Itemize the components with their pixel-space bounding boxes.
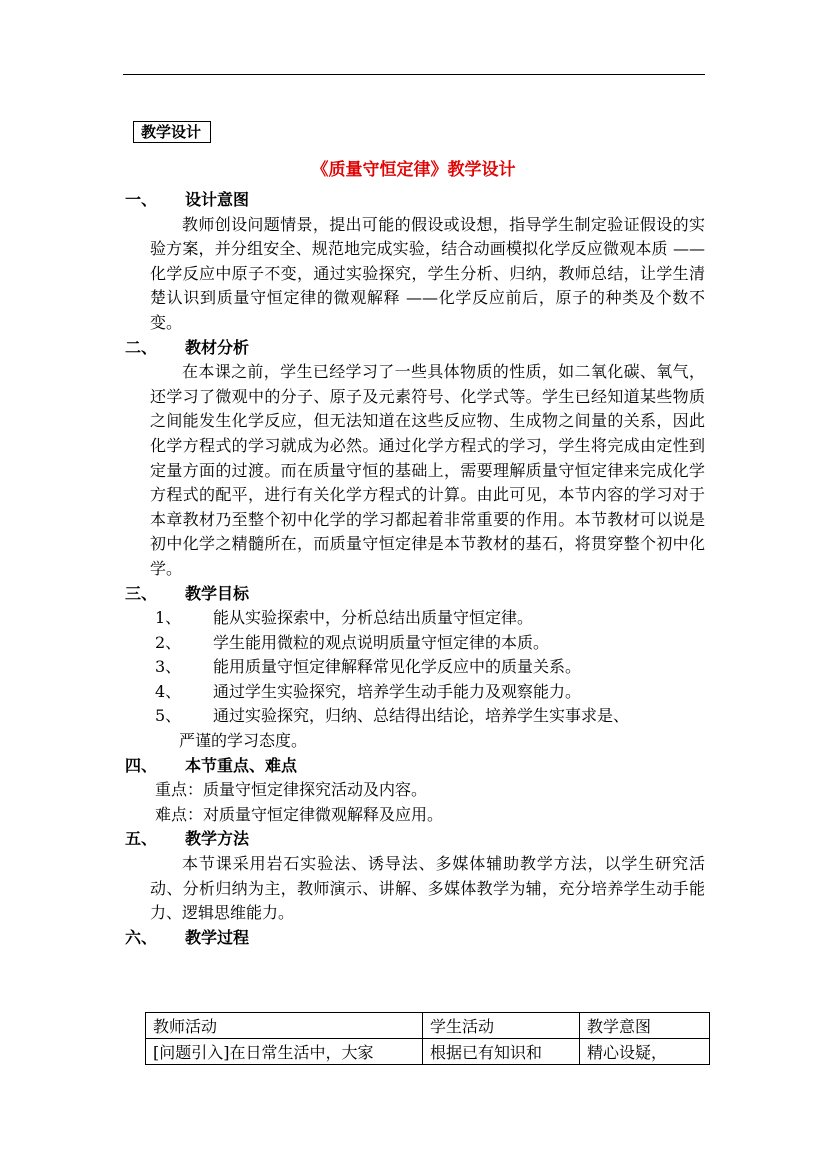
section-title: 教学方法 xyxy=(185,829,250,849)
goal-number: 3、 xyxy=(155,657,182,677)
goal-text: 能从实验探索中，分析总结出质量守恒定律。 xyxy=(213,608,534,628)
section-heading-2 xyxy=(125,336,705,361)
document-body xyxy=(125,188,705,950)
teaching-process-table xyxy=(145,1012,710,1065)
section-heading-4 xyxy=(125,754,705,779)
design-intent-paragraph xyxy=(150,213,705,336)
page-header-rule xyxy=(123,74,705,75)
doc-tag: 教学设计 xyxy=(133,121,211,143)
goal-number: 5、 xyxy=(155,706,182,726)
goal-item xyxy=(155,631,705,656)
difficult-point: 难点：对质量守恒定律微观解释及应用。 xyxy=(155,804,444,824)
goal-text: 通过实验探究，归纳、总结得出结论，培养学生实事求是、 xyxy=(213,706,630,726)
section-title: 教学目标 xyxy=(185,583,250,603)
table-cell: 精心设疑， xyxy=(580,1039,710,1065)
section-heading-6 xyxy=(125,926,705,951)
goal-text: 能用质量守恒定律解释常见化学反应中的质量关系。 xyxy=(213,657,582,677)
section-title: 设计意图 xyxy=(185,190,250,209)
table-header-cell: 教学意图 xyxy=(580,1013,710,1039)
goal-continuation: 严谨的学习态度。 xyxy=(179,731,308,751)
paragraph-text: 在本课之前，学生已经学习了一些具体物质的性质，如二氧化碳、氧气，还学习了微观中的分子、原子及元素符号、化学式等。学生已经知道某些物质之间能发生化学反应，但无法知道在这些反应物、生成物之间量的关系，因此化学方程式的学习就成为必然。通过化学方程式的学习，学生将完成由定性到定量方面的过渡。而在质量守恒的基础上，需要理解质量守恒定律来完成化学方程式的配平，进行有关化学方程式的计算。由此可见，本节内容的学习对于本章教材乃至整个初中化学的学习都起着非常重要的作用。本节教材可以说是初中化学之精髓所在，而质量守恒定律是本节教材的基石，将贯穿整个初中化学。 xyxy=(150,362,705,578)
section-number: 五、 xyxy=(125,829,158,849)
section-title: 本节重点、难点 xyxy=(185,755,298,775)
goal-item xyxy=(155,704,705,729)
goal-text: 学生能用微粒的观点说明质量守恒定律的本质。 xyxy=(213,632,550,652)
section-number: 六、 xyxy=(125,927,158,947)
paragraph-text: 本节课采用岩石实验法、诱导法、多媒体辅助教学方法，以学生研究活动、分析归纳为主，教师演示、讲解、多媒体教学为辅，充分培养学生动手能力、逻辑思维能力。 xyxy=(150,854,705,923)
table-row xyxy=(146,1039,710,1065)
section-title: 教学过程 xyxy=(185,927,250,947)
section-number: 一、 xyxy=(125,190,158,209)
document-title: 《质量守恒定律》教学设计 xyxy=(311,160,516,180)
goal-number: 4、 xyxy=(155,681,182,701)
table-cell: 根据已有知识和 xyxy=(423,1039,580,1065)
section-title: 教材分析 xyxy=(185,337,250,357)
goal-item xyxy=(155,680,705,705)
paragraph-text: 教师创设问题情景，提出可能的假设或设想，指导学生制定验证假设的实验方案，并分组安全、规范地完成实验，结合动画模拟化学反应微观本质 ——化学反应中原子不变，通过实验探究，学生分析、归纳，教师总结，让学生清楚认识到质量守恒定律的微观解释 ——化学反应前后，原子的种类及个数不变。 xyxy=(150,214,705,332)
section-number: 四、 xyxy=(125,755,158,775)
table-cell: [问题引入]在日常生活中，大家 xyxy=(146,1039,423,1065)
table-header-row xyxy=(146,1013,710,1039)
section-number: 三、 xyxy=(125,583,158,603)
section-heading-3 xyxy=(125,582,705,607)
material-analysis-paragraph xyxy=(150,360,705,581)
section-number: 二、 xyxy=(125,337,158,357)
section-heading-1 xyxy=(125,188,705,213)
teaching-method-paragraph xyxy=(150,852,705,926)
goal-item xyxy=(155,606,705,631)
table-header-cell: 教师活动 xyxy=(146,1013,423,1039)
table-header-cell: 学生活动 xyxy=(423,1013,580,1039)
goal-number: 2、 xyxy=(155,632,182,652)
section-heading-5 xyxy=(125,827,705,852)
goal-number: 1、 xyxy=(155,608,182,628)
key-point: 重点：质量守恒定律探究活动及内容。 xyxy=(155,780,428,800)
goal-item xyxy=(155,655,705,680)
goal-text: 通过学生实验探究，培养学生动手能力及观察能力。 xyxy=(213,681,582,701)
